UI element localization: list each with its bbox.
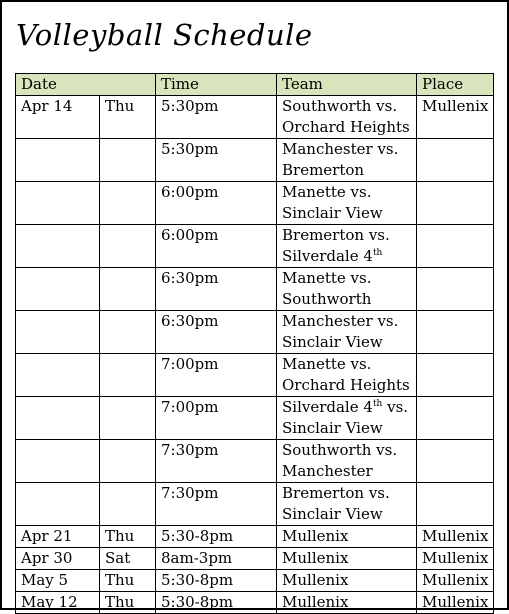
day-cell: Thu [100, 526, 156, 548]
team-line: Manette vs. [282, 269, 372, 287]
day-cell [100, 311, 156, 354]
team-cell [277, 96, 417, 139]
time-cell: 6:00pm [156, 182, 277, 225]
team-line: Silverdale 4 [282, 398, 373, 416]
day-cell: Sat [100, 548, 156, 570]
table-row [16, 354, 494, 397]
table-row [16, 570, 494, 592]
team-line: Manette vs. [282, 183, 372, 201]
team-line: Sinclair View [282, 204, 383, 222]
team-cell: Mullenix [277, 548, 417, 570]
header-row [16, 74, 494, 96]
header-date: Date [16, 74, 156, 96]
team-cell: Mullenix [277, 526, 417, 548]
date-cell [16, 397, 100, 440]
date-cell [16, 354, 100, 397]
day-cell [100, 182, 156, 225]
team-line: Bremerton vs. [282, 226, 390, 244]
time-cell: 8am-3pm [156, 548, 277, 570]
table-row [16, 139, 494, 182]
team-line: Southworth vs. [282, 97, 398, 115]
table-row [16, 311, 494, 354]
place-cell [417, 354, 494, 397]
team-line: Southworth [282, 290, 372, 308]
time-cell: 5:30-8pm [156, 570, 277, 592]
date-cell [16, 182, 100, 225]
table-row [16, 483, 494, 526]
team-line: Silverdale 4 [282, 247, 373, 265]
table-row [16, 182, 494, 225]
date-cell: May 12 [16, 592, 100, 614]
team-cell: Mullenix [277, 592, 417, 614]
team-cell [277, 139, 417, 182]
team-line: Manchester vs. [282, 312, 399, 330]
team-line: Orchard Heights [282, 376, 410, 394]
team-cell [277, 397, 417, 440]
date-cell [16, 440, 100, 483]
table-row [16, 548, 494, 570]
table-row [16, 268, 494, 311]
team-line: Bremerton [282, 161, 365, 179]
day-cell [100, 483, 156, 526]
time-cell: 7:00pm [156, 354, 277, 397]
place-cell [417, 268, 494, 311]
place-cell [417, 440, 494, 483]
team-cell: Mullenix [277, 570, 417, 592]
ordinal-suffix: th [372, 399, 383, 409]
place-cell: Mullenix [417, 96, 494, 139]
time-cell: 5:30-8pm [156, 526, 277, 548]
team-line: Bremerton vs. [282, 484, 390, 502]
schedule-table [15, 73, 494, 614]
table-row [16, 440, 494, 483]
place-cell [417, 483, 494, 526]
team-cell [277, 354, 417, 397]
team-line: Manette vs. [282, 355, 372, 373]
team-line-suffix: vs. [382, 398, 409, 416]
team-line: Southworth vs. [282, 441, 398, 459]
place-cell: Mullenix [417, 592, 494, 614]
team-line: Manchester vs. [282, 140, 399, 158]
place-cell: Mullenix [417, 548, 494, 570]
time-cell: 7:30pm [156, 440, 277, 483]
table-row [16, 592, 494, 614]
day-cell [100, 397, 156, 440]
place-cell: Mullenix [417, 570, 494, 592]
place-cell: Mullenix [417, 526, 494, 548]
page-title: Volleyball Schedule [16, 18, 313, 52]
team-cell [277, 311, 417, 354]
date-cell: Apr 21 [16, 526, 100, 548]
team-cell [277, 483, 417, 526]
team-line: Manchester [282, 462, 373, 480]
day-cell: Thu [100, 96, 156, 139]
time-cell: 7:00pm [156, 397, 277, 440]
date-cell: May 5 [16, 570, 100, 592]
time-cell: 7:30pm [156, 483, 277, 526]
date-cell [16, 483, 100, 526]
day-cell: Thu [100, 570, 156, 592]
team-cell [277, 268, 417, 311]
ordinal-suffix: th [372, 248, 383, 258]
day-cell [100, 268, 156, 311]
table-row [16, 397, 494, 440]
place-cell [417, 397, 494, 440]
day-cell: Thu [100, 592, 156, 614]
team-cell [277, 225, 417, 268]
team-cell [277, 182, 417, 225]
time-cell: 6:30pm [156, 311, 277, 354]
header-place: Place [417, 74, 494, 96]
date-cell: Apr 30 [16, 548, 100, 570]
time-cell: 5:30pm [156, 96, 277, 139]
time-cell: 5:30-8pm [156, 592, 277, 614]
team-line: Sinclair View [282, 419, 383, 437]
table-row [16, 96, 494, 139]
team-cell [277, 440, 417, 483]
table-row [16, 526, 494, 548]
date-cell [16, 225, 100, 268]
team-line: Orchard Heights [282, 118, 410, 136]
day-cell [100, 440, 156, 483]
time-cell: 6:30pm [156, 268, 277, 311]
place-cell [417, 311, 494, 354]
time-cell: 5:30pm [156, 139, 277, 182]
place-cell [417, 139, 494, 182]
day-cell [100, 139, 156, 182]
place-cell [417, 225, 494, 268]
date-cell [16, 268, 100, 311]
day-cell [100, 354, 156, 397]
header-time: Time [156, 74, 277, 96]
team-line: Sinclair View [282, 333, 383, 351]
header-team: Team [277, 74, 417, 96]
date-cell: Apr 14 [16, 96, 100, 139]
date-cell [16, 139, 100, 182]
table-row [16, 225, 494, 268]
day-cell [100, 225, 156, 268]
date-cell [16, 311, 100, 354]
team-line: Sinclair View [282, 505, 383, 523]
time-cell: 6:00pm [156, 225, 277, 268]
place-cell [417, 182, 494, 225]
